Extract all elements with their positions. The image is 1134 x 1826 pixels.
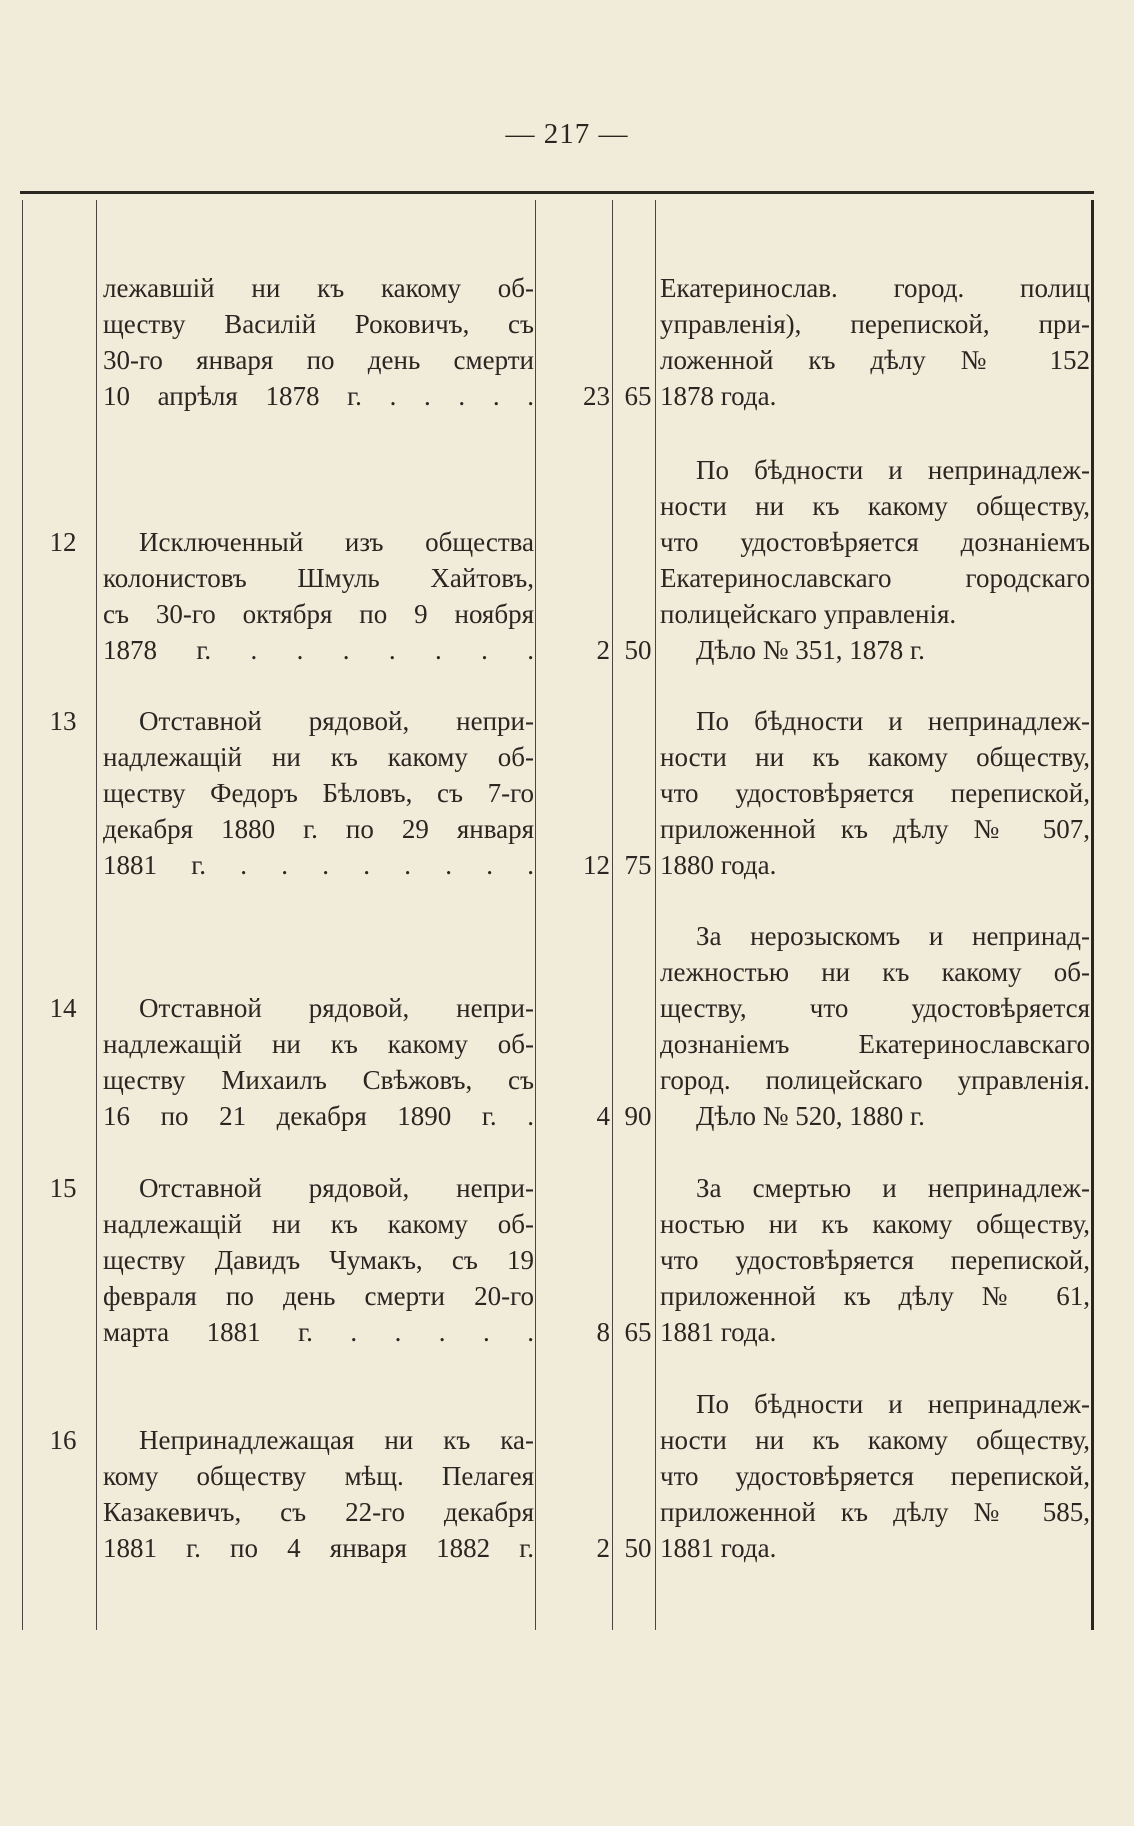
description-line: надлежащій ни къ какому об- (103, 1209, 534, 1239)
column-divider (612, 200, 613, 1630)
amount-rubles: 8 (596, 1317, 610, 1347)
basis-line: Екатеринославскаго городскаго (660, 563, 1090, 593)
entry-basis (660, 918, 1090, 1134)
description-line: кому обществу мѣщ. Пелагея (103, 1461, 534, 1491)
basis-line: Екатеринослав. город. полиц (660, 273, 1090, 303)
amount-kopecks: 65 (624, 381, 652, 411)
basis-line: ностью ни къ какому обществу, (660, 1209, 1090, 1239)
basis-line: Дѣло № 351, 1878 г. (696, 635, 925, 665)
basis-line: ложенной къ дѣлу № 152 (660, 345, 1090, 375)
entry-basis (660, 452, 1090, 668)
description-line: съ 30-го октября по 9 ноября (103, 599, 534, 629)
column-divider (535, 200, 536, 1630)
basis-line: лежностью ни къ какому об- (660, 957, 1090, 987)
basis-line: 1881 года. (660, 1533, 777, 1563)
basis-line: город. полицейскаго управленія. (660, 1065, 1090, 1095)
description-line: ществу Михаилъ Свѣжовъ, съ (103, 1065, 534, 1095)
description-line: 30-го января по день смерти (103, 345, 534, 375)
description-line: 10 апрѣля 1878 г. . . . . . (103, 381, 534, 411)
amount-rubles: 2 (596, 1533, 610, 1563)
description-line: Отставной рядовой, непри- (139, 706, 534, 736)
description-line: колонистовъ Шмуль Хайтовъ, (103, 563, 534, 593)
description-line: Непринадлежащая ни къ ка- (139, 1425, 534, 1455)
description-line: 16 по 21 декабря 1890 г. . (103, 1101, 534, 1131)
basis-line: ности ни къ какому обществу, (660, 491, 1090, 521)
description-line: декабря 1880 г. по 29 января (103, 814, 534, 844)
entry-basis (660, 270, 1090, 414)
entry-basis (660, 1386, 1090, 1566)
description-line: лежавшій ни къ какому об- (103, 273, 534, 303)
top-rule (20, 191, 1094, 194)
column-divider (22, 200, 23, 1630)
basis-line: что удостовѣряется перепиской, (660, 778, 1090, 808)
description-line: 1881 г. по 4 января 1882 г. (103, 1533, 534, 1563)
basis-line: По бѣдности и непринадлеж- (696, 706, 1090, 736)
basis-line: ности ни къ какому обществу, (660, 1425, 1090, 1455)
basis-line: 1878 года. (660, 381, 777, 411)
description-line: марта 1881 г. . . . . . (103, 1317, 534, 1347)
amount-kopecks: 50 (624, 635, 652, 665)
description-line: ществу Василій Роковичъ, съ (103, 309, 534, 339)
basis-line: что удостовѣряется перепиской, (660, 1245, 1090, 1275)
entry-description (103, 1170, 534, 1350)
description-line: Отставной рядовой, непри- (139, 1173, 534, 1203)
description-line: 1878 г. . . . . . . . (103, 635, 534, 665)
page-number: — 217 — (505, 118, 629, 150)
basis-line: 1880 года. (660, 850, 777, 880)
description-line: февраля по день смерти 20-го (103, 1281, 534, 1311)
basis-line: 1881 года. (660, 1317, 777, 1347)
amount-rubles: 2 (596, 635, 610, 665)
basis-line: дознаніемъ Екатеринославскаго (660, 1029, 1090, 1059)
description-line: надлежащій ни къ какому об- (103, 1029, 534, 1059)
entry-description (103, 524, 534, 668)
basis-line: По бѣдности и непринадлеж- (696, 455, 1090, 485)
basis-line: приложенной къ дѣлу № 507, (660, 814, 1090, 844)
basis-line: что удостовѣряется перепиской, (660, 1461, 1090, 1491)
entry-number: 16 (49, 1425, 77, 1455)
amount-rubles: 4 (596, 1101, 610, 1131)
entry-basis (660, 1170, 1090, 1350)
basis-line: приложенной къ дѣлу № 585, (660, 1497, 1090, 1527)
basis-line: ности ни къ какому обществу, (660, 742, 1090, 772)
entry-description (103, 990, 534, 1134)
basis-line: За нерозыскомъ и непринад- (696, 921, 1090, 951)
amount-kopecks: 90 (624, 1101, 652, 1131)
basis-line: управленія), перепиской, при- (660, 309, 1090, 339)
basis-line: За смертью и непринадлеж- (696, 1173, 1090, 1203)
entry-number: 12 (49, 527, 77, 557)
amount-kopecks: 50 (624, 1533, 652, 1563)
description-line: ществу Давидъ Чумакъ, съ 19 (103, 1245, 534, 1275)
entry-number: 13 (49, 706, 77, 736)
description-line: Исключенный изъ общества (139, 527, 534, 557)
entry-number: 14 (49, 993, 77, 1023)
description-line: 1881 г. . . . . . . . . (103, 850, 534, 880)
amount-kopecks: 75 (624, 850, 652, 880)
column-divider (96, 200, 97, 1630)
basis-line: По бѣдности и непринадлеж- (696, 1389, 1090, 1419)
basis-line: приложенной къ дѣлу № 61, (660, 1281, 1090, 1311)
description-line: Отставной рядовой, непри- (139, 993, 534, 1023)
description-line: надлежащій ни къ какому об- (103, 742, 534, 772)
basis-line: Дѣло № 520, 1880 г. (696, 1101, 925, 1131)
column-divider (655, 200, 656, 1630)
basis-line: полицейскаго управленія. (660, 599, 957, 629)
entry-basis (660, 703, 1090, 883)
entry-description (103, 270, 534, 414)
amount-rubles: 12 (583, 850, 610, 880)
amount-rubles: 23 (583, 381, 610, 411)
basis-line: ществу, что удостовѣряется (660, 993, 1090, 1023)
column-divider (1091, 200, 1094, 1630)
amount-kopecks: 65 (624, 1317, 652, 1347)
entry-description (103, 703, 534, 883)
entry-number: 15 (49, 1173, 77, 1203)
entry-description (103, 1422, 534, 1566)
description-line: ществу Федоръ Бѣловъ, съ 7-го (103, 778, 534, 808)
description-line: Казакевичъ, съ 22-го декабря (103, 1497, 534, 1527)
basis-line: что удостовѣряется дознаніемъ (660, 527, 1090, 557)
